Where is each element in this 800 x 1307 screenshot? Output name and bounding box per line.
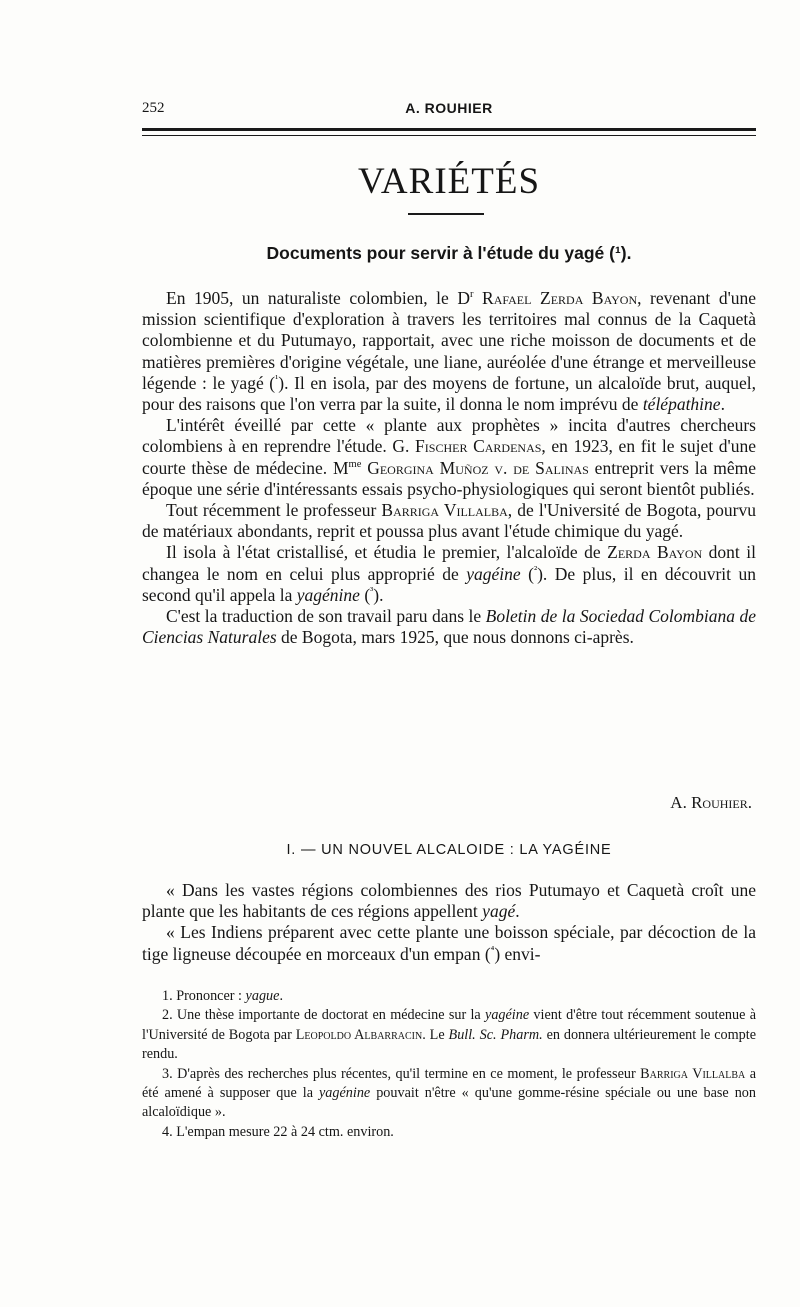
text-run: « Les Indiens préparent avec cette plante une boisson spéciale, par décoction de la tige ligneuse découpée en morceaux d'un empan ( bbox=[142, 922, 756, 964]
text-run: ). De plus, il en découvrit un second qu'il appela la bbox=[142, 563, 756, 605]
subtitle-text: Documents pour servir à l'étude du yagé bbox=[266, 243, 605, 263]
italic-term: yagé bbox=[482, 901, 516, 922]
text-run: Il isola à l'état cristallisé, et étudia le premier, l'alcaloïde de bbox=[166, 542, 608, 563]
title-rule bbox=[408, 213, 484, 215]
intro-paragraph-1 bbox=[142, 288, 756, 415]
article-subtitle bbox=[142, 243, 756, 264]
header-rule-thick bbox=[142, 128, 756, 131]
italic-term: yagéine bbox=[485, 1007, 530, 1024]
running-head bbox=[142, 100, 756, 122]
header-rule-thin bbox=[142, 135, 756, 136]
intro-paragraph-2 bbox=[142, 415, 756, 500]
subtitle-note-ref: (¹). bbox=[609, 243, 632, 263]
text-run: ( bbox=[359, 584, 371, 605]
intro-paragraph-4 bbox=[142, 542, 756, 606]
person-name: Fischer Cardenas bbox=[415, 436, 542, 457]
footnote-2 bbox=[142, 1006, 756, 1064]
section-title: VARIÉTÉS bbox=[357, 161, 541, 202]
person-name: Zerda Bayon bbox=[607, 542, 703, 563]
text-run: . bbox=[515, 901, 520, 922]
text-run: pouvait n'être « qu'une gomme-résine spéciale ou une base non alcaloïdique ». bbox=[142, 1085, 756, 1121]
text-run: entreprit vers la même époque une série d'intéressants essais psycho-physiologiques qui seront bientôt publiés. bbox=[142, 457, 757, 499]
footnote-ref[interactable]: ² bbox=[533, 564, 538, 576]
text-run: . bbox=[720, 394, 725, 415]
person-name: Georgina Muñoz v. de Salinas bbox=[367, 457, 589, 478]
footnote-ref[interactable]: ³ bbox=[370, 586, 374, 598]
journal-title: Boletin de la Sociedad Colombiana de Ciencias Naturales bbox=[142, 606, 757, 648]
footnotes bbox=[142, 987, 756, 1142]
italic-term: yagéine bbox=[466, 563, 521, 584]
text-run: dont il changea le nom en celui plus approprié de bbox=[142, 542, 756, 584]
text-run: de Bogota, mars 1925, que nous donnons ci-après. bbox=[276, 627, 634, 648]
text-run: ). Il en isola, par des moyens de fortune, un alcaloïde brut, auquel, pour des raisons que l'on verra par la suite, il donna le nom imprévu de bbox=[142, 372, 756, 415]
intro-paragraph-3 bbox=[142, 500, 756, 542]
text-run: , revenant d'une mission scientifique d'exploration à travers les territoires mal connus de la Caquetà colombienne et du Putumayo, rapportait, avec une riche moisson de documents et de matières premières d'origine végétale, une liane, auréolée d'une étrange et merveilleuse légende : le yagé ( bbox=[142, 288, 757, 393]
signature-name: Rouhier. bbox=[691, 793, 752, 812]
text-run: C'est la traduction de son travail paru dans le bbox=[166, 606, 486, 627]
article-body bbox=[142, 880, 756, 965]
footnote-ref[interactable]: ¹ bbox=[275, 373, 279, 385]
article-paragraph-2 bbox=[142, 922, 756, 964]
footnote-4: 4. L'empan mesure 22 à 24 ctm. environ. bbox=[162, 1123, 394, 1140]
person-name: Barriga Villalba bbox=[381, 500, 508, 521]
italic-term: yagénine bbox=[296, 584, 360, 605]
text-run: , en 1923, en fit le sujet d'une courte thèse de médecine. M bbox=[142, 436, 756, 478]
superscript: r bbox=[469, 289, 474, 301]
journal-title: Bull. Sc. Pharm. bbox=[448, 1026, 543, 1043]
text-run: ( bbox=[520, 563, 534, 584]
text-run: a été amené à supposer que la bbox=[142, 1065, 756, 1102]
article-paragraph-1 bbox=[142, 880, 756, 922]
superscript: me bbox=[348, 458, 362, 470]
footnote-1 bbox=[142, 987, 756, 1006]
text-run: L'intérêt éveillé par cette « plante aux prophètes » incita d'autres chercheurs colombiens à en reprendre l'étude. G. bbox=[142, 415, 756, 457]
text-run: . bbox=[279, 988, 283, 1004]
text-run: Tout récemment le professeur bbox=[166, 500, 382, 521]
person-name: Rafael Zerda Bayon bbox=[482, 288, 638, 308]
text-run: 3. D'après des recherches plus récentes, qu'il termine en ce moment, le professeur bbox=[162, 1065, 641, 1082]
signature-initial: A. bbox=[670, 793, 692, 812]
author-signature bbox=[670, 793, 752, 813]
intro-paragraph-5 bbox=[142, 606, 756, 648]
text-run: en donnera ultérieurement le compte rendu. bbox=[142, 1026, 756, 1063]
part-heading: I. — UN NOUVEL ALCALOIDE : LA YAGÉINE bbox=[286, 842, 612, 858]
italic-term: télépathine bbox=[642, 394, 721, 415]
person-name: Leopoldo Albarracin bbox=[295, 1026, 423, 1043]
italic-term: yagénine bbox=[319, 1085, 371, 1102]
person-name: Barriga Villalba bbox=[640, 1065, 746, 1082]
text-run: ) envi- bbox=[494, 943, 541, 964]
text-run: « Dans les vastes régions colombiennes des rios Putumayo et Caquetà croît une plante que les habitants de ces régions appellent bbox=[142, 880, 756, 922]
text-run: , de l'Université de Bogota, pourvu de matériaux abondants, reprit et poussa plus avant l'étude chimique du yagé. bbox=[142, 500, 756, 542]
text-run: . Le bbox=[422, 1026, 449, 1043]
running-title: A. ROUHIER bbox=[405, 100, 493, 116]
footnote-ref[interactable]: ⁴ bbox=[490, 944, 495, 956]
text-run: 1. Prononcer : bbox=[162, 988, 246, 1004]
text-run: En 1905, un naturaliste colombien, le D bbox=[166, 288, 470, 308]
footnote-3 bbox=[142, 1065, 756, 1123]
text-run: ). bbox=[373, 584, 384, 605]
italic-term: yague bbox=[245, 988, 280, 1004]
text-run: vient d'être tout récemment soutenue à l'Université de Bogota par bbox=[142, 1007, 756, 1043]
page-number: 252 bbox=[142, 100, 165, 116]
text-run: 2. Une thèse importante de doctorat en médecine sur la bbox=[162, 1007, 486, 1024]
introduction bbox=[142, 288, 756, 648]
